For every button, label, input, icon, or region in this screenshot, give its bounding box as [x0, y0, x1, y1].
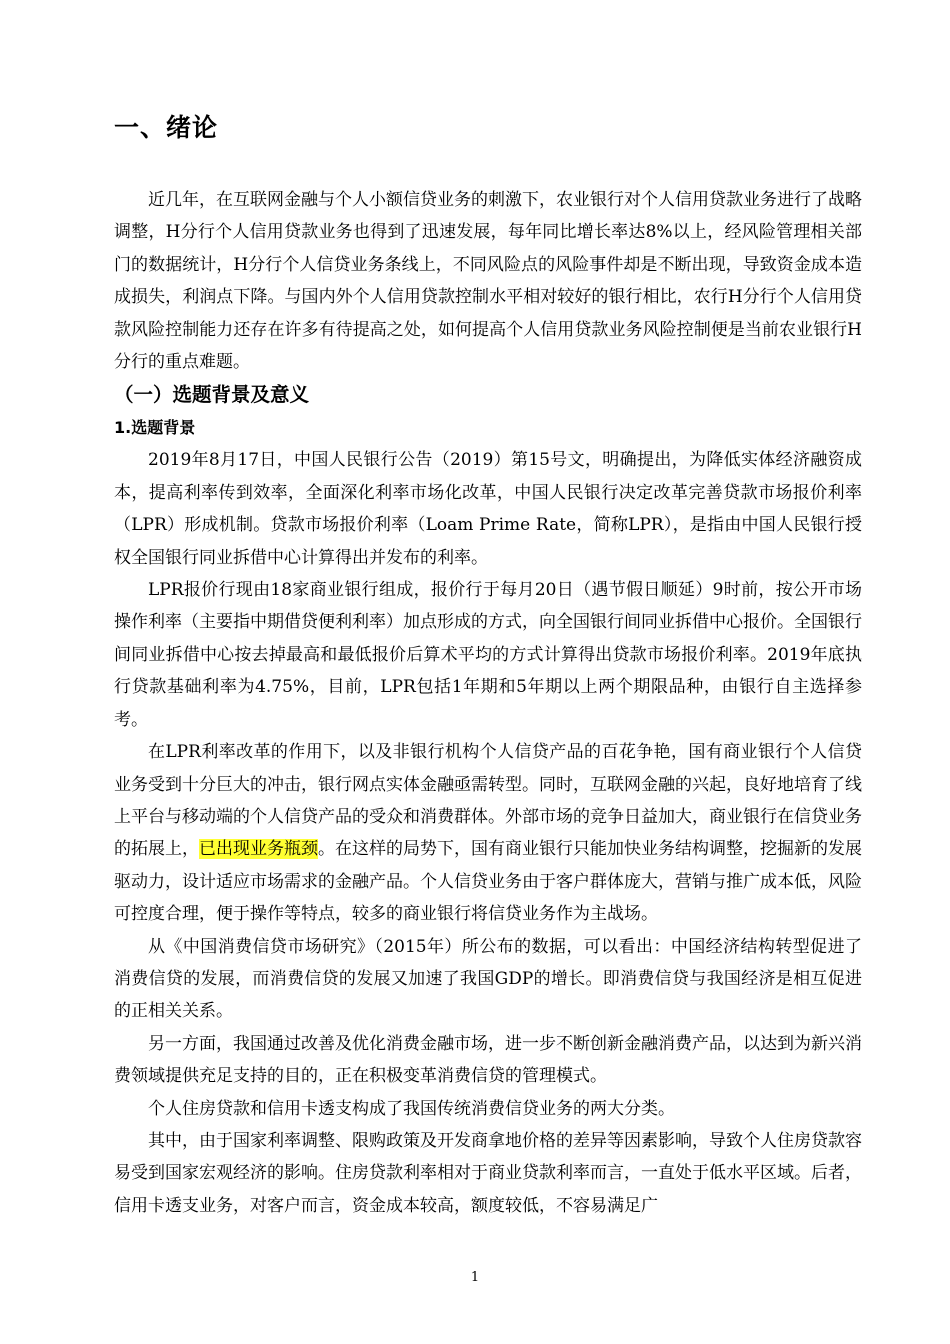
paragraph-text: 。在这样的局势下，国有商业银行只能加快业务结构调整，挖掘新的发展驱动力，设计适应市场需求的金融产品。个人信贷业务由于客户群体庞大，营销与推广成本低，风险可控度合理，便于操作等特点，较多的商业银行将信贷业务作为主战场。 [114, 839, 862, 925]
paragraph-text: 在LPR利率改革的作用下，以及非银行机构个人信贷产品的百花争艳，国有商业银行个人信贷业务受到十分巨大的冲击，银行网点实体金融亟需转型。同时，互联网金融的兴起，良好地培育了线上平台与移动端的个人信贷产品的受众和消费群体。外部市场的竞争日益加大，商业银行在信贷业务的拓展上， [114, 742, 862, 860]
paragraph-lpr-announcement: 2019年8月17日，中国人民银行公告（2019）第15号文，明确提出，为降低实体经济融资成本，提高利率传到效率，全面深化利率市场化改革，中国人民银行决定改革完善贷款市场报价利率（LPR）形成机制。贷款市场报价利率（Loam Prime Rate，简称LPR），是指由中国人民银行授权全国银行同业拆借中心计算得出并发布的利率。 [114, 450, 862, 568]
paragraph-housing-loans: 其中，由于国家利率调整、限购政策及开发商拿地价格的差异等因素影响，导致个人住房贷款容易受到国家宏观经济的影响。住房贷款利率相对于商业贷款利率而言，一直处于低水平区域。后者，信用卡透支业务，对客户而言，资金成本较高，额度较低，不容易满足广 [114, 1130, 862, 1216]
paragraph-lpr-quotation: LPR报价行现由18家商业银行组成，报价行于每月20日（遇节假日顺延）9时前，按公开市场操作利率（主要指中期借贷便利利率）加点形成的方式，向全国银行间同业拆借中心报价。全国银行间同业拆借中心按去掉最高和最低报价后算术平均的方式计算得出贷款市场报价利率。2019年底执行贷款基础利率为4.75%，目前，LPR包括1年期和5年期以上两个期限品种，由银行自主选择参考。 [114, 580, 862, 730]
paragraph-lpr-reform-impact [114, 736, 862, 930]
intro-paragraph: 近几年，在互联网金融与个人小额信贷业务的刺激下，农业银行对个人信用贷款业务进行了战略调整，H分行个人信用贷款业务也得到了迅速发展，每年同比增长率达8%以上，经风险管理相关部门的数据统计，H分行个人信贷业务条线上，不同风险点的风险事件却是不断出现，导致资金成本造成损失，利润点下降。与国内外个人信用贷款控制水平相对较好的银行相比，农行H分行个人信用贷款风险控制能力还存在许多有待提高之处，如何提高个人信用贷款业务风险控制便是当前农业银行H分行的重点难题。 [114, 190, 862, 373]
paragraph-consumer-finance-market: 另一方面，我国通过改善及优化消费金融市场，进一步不断创新金融消费产品，以达到为新兴消费领域提供充足支持的目的，正在积极变革消费信贷的管理模式。 [114, 1033, 862, 1087]
chapter-title: 一、绪论 [114, 113, 219, 142]
paragraph-traditional-categories: 个人住房贷款和信用卡透支构成了我国传统消费信贷业务的两大分类。 [148, 1098, 675, 1119]
section-title: （一）选题背景及意义 [114, 383, 310, 407]
page-content [114, 106, 862, 1222]
paragraph-consumer-credit-research: 从《中国消费信贷市场研究》（2015年）所公布的数据，可以看出：中国经济结构转型促进了消费信贷的发展，而消费信贷的发展又加速了我国GDP的增长。即消费信贷与我国经济是相互促进的正相关关系。 [114, 936, 862, 1022]
highlighted-text: 已出现业务瓶颈 [199, 839, 318, 860]
subsection-title: 1.选题背景 [114, 418, 196, 438]
page-number: 1 [470, 1270, 480, 1285]
